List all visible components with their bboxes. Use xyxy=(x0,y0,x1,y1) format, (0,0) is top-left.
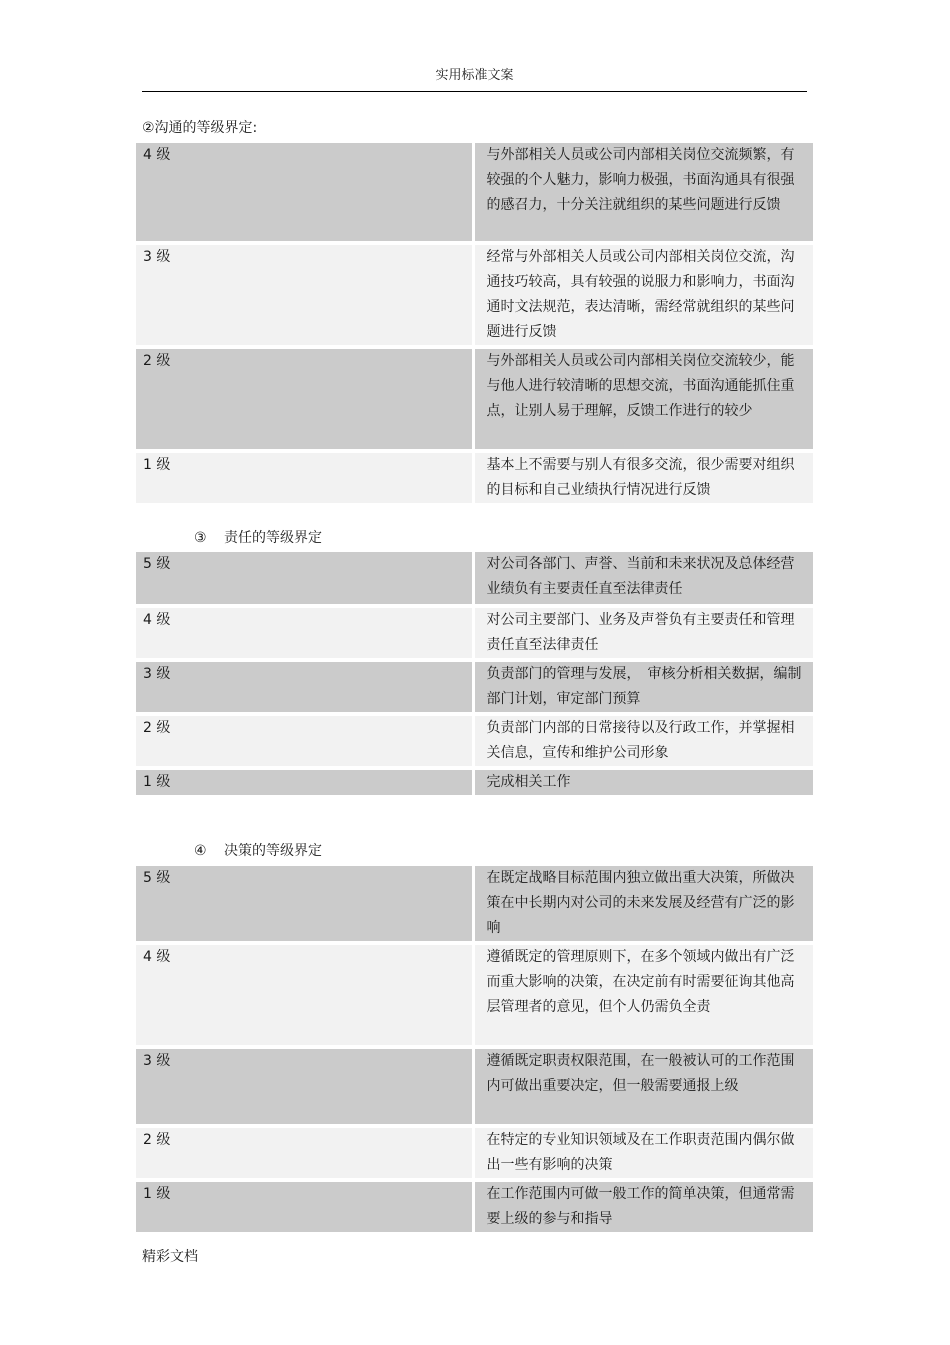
level-cell: 4 级 xyxy=(136,143,473,243)
level-cell: 2 级 xyxy=(136,347,473,451)
level-cell: 4 级 xyxy=(136,606,473,660)
responsibility-level-table xyxy=(136,552,813,795)
table-row xyxy=(136,714,813,768)
page-footer: 精彩文档 xyxy=(142,1249,198,1265)
description-cell: 负责部门内部的日常接待以及行政工作，并掌握相关信息，宣传和维护公司形象 xyxy=(473,714,813,768)
description-cell: 负责部门的管理与发展， 审核分析相关数据，编制部门计划，审定部门预算 xyxy=(473,660,813,714)
level-cell: 2 级 xyxy=(136,714,473,768)
level-cell: 1 级 xyxy=(136,451,473,503)
section-title-text: 责任的等级界定 xyxy=(224,530,322,546)
description-cell: 对公司各部门、声誉、当前和未来状况及总体经营业绩负有主要责任直至法律责任 xyxy=(473,552,813,606)
description-cell: 在既定战略目标范围内独立做出重大决策，所做决策在中长期内对公司的未来发展及经营有广泛的影响 xyxy=(473,866,813,943)
description-cell: 完成相关工作 xyxy=(473,768,813,795)
table-row xyxy=(136,1047,813,1126)
section-number: ③ xyxy=(194,530,207,546)
description-cell: 在工作范围内可做一般工作的简单决策，但通常需要上级的参与和指导 xyxy=(473,1180,813,1232)
description-cell: 经常与外部相关人员或公司内部相关岗位交流，沟通技巧较高，具有较强的说服力和影响力，书面沟通时文法规范，表达清晰，需经常就组织的某些问题进行反馈 xyxy=(473,243,813,347)
level-cell: 4 级 xyxy=(136,943,473,1047)
page-header: 实用标准文案 xyxy=(142,64,807,92)
table-row xyxy=(136,347,813,451)
communication-level-table xyxy=(136,143,813,503)
level-cell: 3 级 xyxy=(136,1047,473,1126)
description-cell: 遵循既定的管理原则下，在多个领域内做出有广泛而重大影响的决策，在决定前有时需要征询其他高层管理者的意见，但个人仍需负全责 xyxy=(473,943,813,1047)
level-cell: 5 级 xyxy=(136,866,473,943)
level-cell: 5 级 xyxy=(136,552,473,606)
table-row xyxy=(136,768,813,795)
table-row xyxy=(136,451,813,503)
description-cell: 与外部相关人员或公司内部相关岗位交流频繁，有较强的个人魅力，影响力极强，书面沟通具有很强的感召力，十分关注就组织的某些问题进行反馈 xyxy=(473,143,813,243)
level-cell: 2 级 xyxy=(136,1126,473,1180)
table-row xyxy=(136,1126,813,1180)
section-title-text: ②沟通的等级界定: xyxy=(142,120,258,136)
level-cell: 1 级 xyxy=(136,1180,473,1232)
level-cell: 3 级 xyxy=(136,243,473,347)
description-cell: 遵循既定职责权限范围，在一般被认可的工作范围内可做出重要决定，但一般需要通报上级 xyxy=(473,1047,813,1126)
section-title-text: 决策的等级界定 xyxy=(224,843,322,859)
description-cell: 对公司主要部门、业务及声誉负有主要责任和管理责任直至法律责任 xyxy=(473,606,813,660)
section-title-responsibility xyxy=(194,528,322,548)
table-row xyxy=(136,943,813,1047)
table-row xyxy=(136,866,813,943)
table-row xyxy=(136,552,813,606)
description-cell: 在特定的专业知识领域及在工作职责范围内偶尔做出一些有影响的决策 xyxy=(473,1126,813,1180)
table-row xyxy=(136,143,813,243)
table-row xyxy=(136,243,813,347)
table-row xyxy=(136,606,813,660)
description-cell: 基本上不需要与别人有很多交流，很少需要对组织的目标和自己业绩执行情况进行反馈 xyxy=(473,451,813,503)
table-row xyxy=(136,1180,813,1232)
table-row xyxy=(136,660,813,714)
section-title-communication xyxy=(142,118,257,138)
level-cell: 3 级 xyxy=(136,660,473,714)
section-title-decision xyxy=(194,841,322,861)
description-cell: 与外部相关人员或公司内部相关岗位交流较少，能与他人进行较清晰的思想交流，书面沟通能抓住重点，让别人易于理解，反馈工作进行的较少 xyxy=(473,347,813,451)
decision-level-table xyxy=(136,866,813,1232)
level-cell: 1 级 xyxy=(136,768,473,795)
section-number: ④ xyxy=(194,843,207,859)
